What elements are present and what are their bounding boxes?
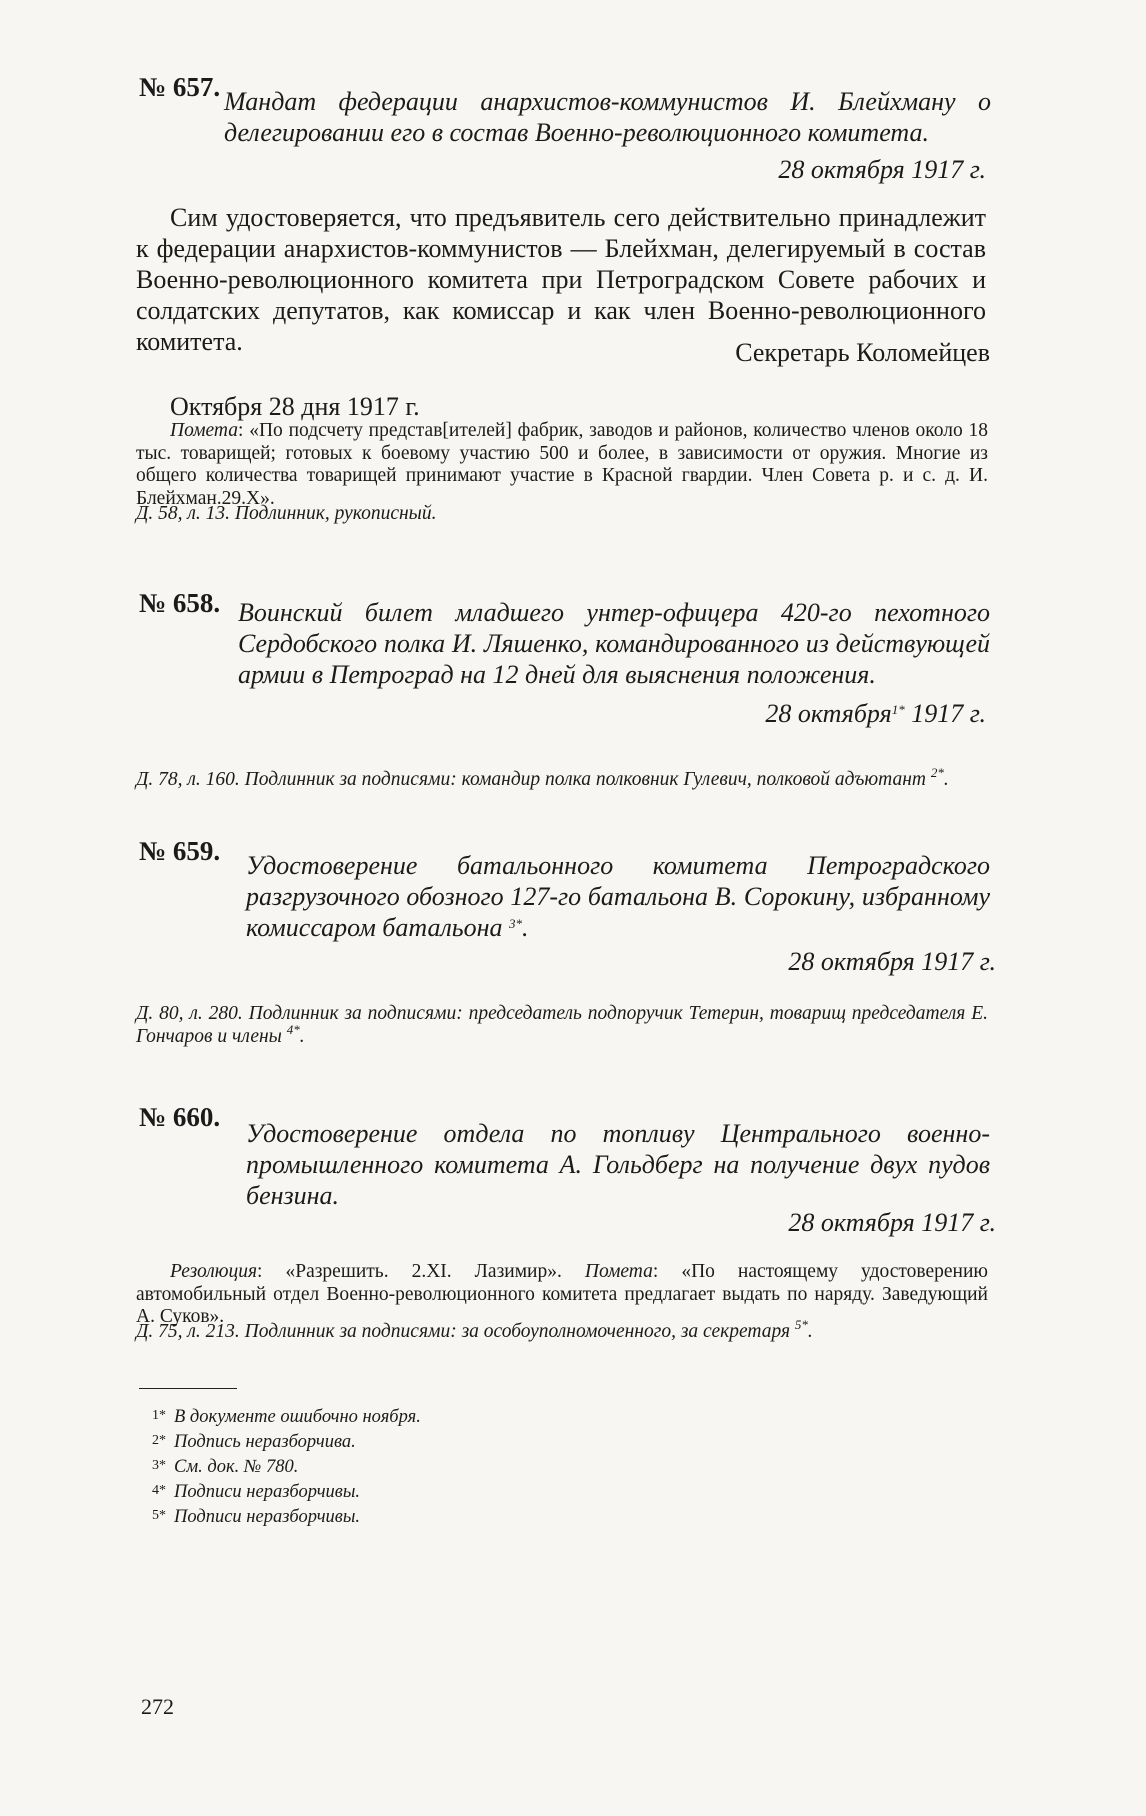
doc659-archive-footnote-mark: 4* [286,1021,300,1037]
doc658-archive-footnote-mark: 2* [930,765,944,780]
doc659-title [246,850,990,943]
doc658-title-text: Воинский билет младшего унтер-офицера 420-го пехотного Сердобского полка И. Ляшенко, командированного из действующей армии в Петроград на 12 дней для выяснения положения. [238,598,990,689]
footnote-mark: 2* [152,1433,166,1448]
footnotes [152,1404,752,1529]
doc660-resolution-note [136,1261,988,1329]
doc657-note-label: Помета [170,420,239,441]
doc660-note-text: : «По настоящему удостоверению автомобильный отдел Военно-революционного комитета предлагает выдать по наряду. Заведующий А. Суков». [136,1261,988,1327]
footnote-mark: 3* [152,1458,166,1473]
doc658-number: № 658. [139,588,221,618]
doc657-signature: Секретарь Коломейцев [735,338,990,367]
footnote-3 [152,1454,752,1479]
footnote-text: См. док. № 780. [174,1457,299,1477]
footnote-mark: 1* [152,1408,166,1423]
doc658-date-before: 28 октября [765,699,892,728]
footnote-text: В документе ошибочно ноября. [174,1407,421,1427]
doc658-date [560,699,986,729]
doc660-resolution-label: Резолюция [170,1261,258,1282]
doc658-archive-text: Д. 78, л. 160. Подлинник за подписями: командир полка полковник Гулевич, полковой адъютант [136,769,926,790]
doc657-note-text: : «По подсчету представ[ителей] фабрик, заводов и районов, количество членов около 18 тыс. товарищей; готовых к боевому участию 500 и более, в зависимости от оружия. Многие из общего количества товарищей принимают участие в Красной гвардии. Член Совета р. и с. д. И. Блейхман.29.X». [136,420,988,509]
footnote-mark: 5* [152,1508,166,1523]
doc660-archive-end: . [807,1321,813,1342]
doc658-date-footnote-mark: 1* [891,702,905,717]
footnote-1 [152,1404,752,1429]
doc657-number: № 657. [139,72,221,102]
doc659-date: 28 октября 1917 г. [788,947,996,976]
doc660-archive [136,1317,988,1344]
doc659-archive-end: . [299,1025,305,1047]
doc660-number: № 660. [139,1102,221,1132]
doc657-place-date: Октября 28 дня 1917 г. [170,392,420,421]
doc659-number: № 659. [139,836,221,866]
doc660-title: Удостоверение отдела по топливу Центрального военно-промышленного комитета А. Гольдберг на получение двух пудов бензина. [246,1119,990,1210]
doc659-title-text: Удостоверение батальонного комитета Петроградского разгрузочного обозного 127-го батальона В. Сорокину, избранному комиссаром батальона [246,851,990,942]
doc659-title-end: . [522,913,529,942]
footnote-2 [152,1429,752,1454]
footnote-4 [152,1479,752,1504]
footnote-mark: 4* [152,1483,166,1498]
doc657-note [136,420,988,510]
doc658-date-after: 1917 г. [904,699,986,728]
doc660-resolution-text: : «Разрешить. 2.XI. Лазимир». [257,1261,585,1282]
footnote-text: Подписи неразборчивы. [174,1482,360,1502]
footnote-5 [152,1504,752,1529]
doc660-archive-text: Д. 75, л. 213. Подлинник за подписями: за особоуполномоченного, за секретаря [136,1321,791,1342]
doc657-date: 28 октября 1917 г. [778,155,986,184]
doc657-body: Сим удостоверяется, что предъявитель сего действительно принадлежит к федерации анархистов-коммунистов — Блейхман, делегируемый в состав Военно-революционного комитета при Петроградском Совете рабочих и солдатских депутатов, как комиссар и как член Военно-революционного комитета. [136,203,986,356]
doc660-date: 28 октября 1917 г. [788,1208,996,1237]
doc657-archive: Д. 58, л. 13. Подлинник, рукописный. [136,503,437,524]
doc659-title-footnote-mark: 3* [509,916,523,931]
page-number: 272 [141,1694,174,1719]
doc658-archive [136,765,988,792]
doc660-note-label: Помета [584,1261,653,1282]
doc659-archive-text: Д. 80, л. 280. Подлинник за подписями: председатель подпоручик Тетерин, товарищ председателя Е. Гончаров и члены [136,1003,988,1047]
doc658-title [238,597,990,690]
doc657-title: Мандат федерации анархистов-коммунистов И. Блейхману о делегировании его в состав Военно-революционного комитета. [224,87,991,147]
doc660-archive-footnote-mark: 5* [794,1317,808,1332]
footnote-text: Подпись неразборчива. [174,1432,356,1452]
doc659-archive [136,1003,988,1048]
footnote-divider [139,1388,237,1389]
footnote-text: Подписи неразборчивы. [174,1507,360,1527]
doc658-archive-end: . [943,769,949,790]
